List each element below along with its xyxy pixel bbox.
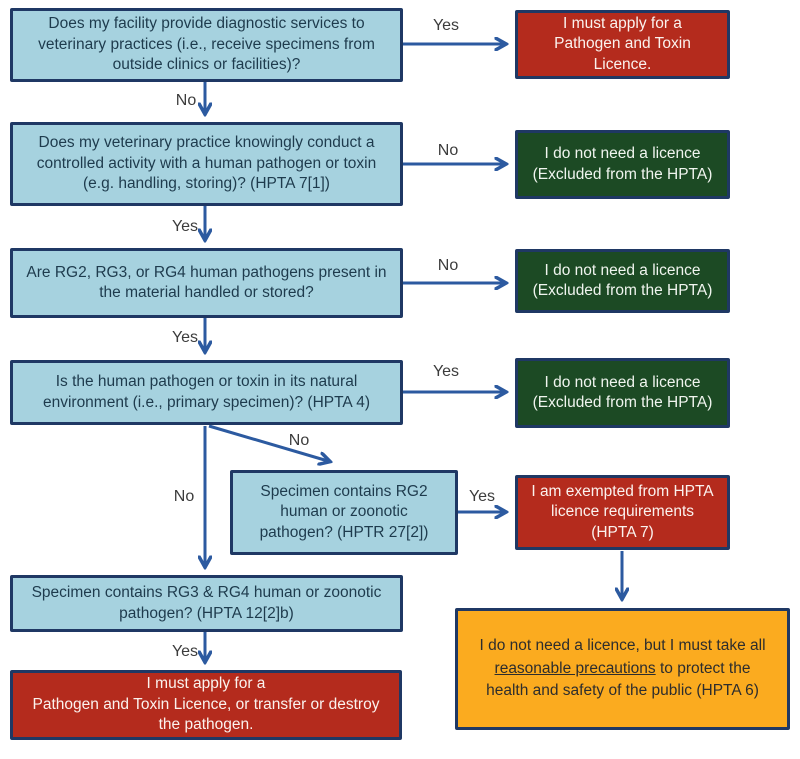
label-yes-q2-down: Yes — [171, 218, 199, 235]
label-no-q3-right: No — [437, 257, 459, 274]
apply-or-transfer-line2: Pathogen and Toxin Licence, or transfer or destroy the pathogen. — [32, 695, 380, 734]
outcome-exempted: I am exempted from HPTA licence requirements (HPTA 7) — [515, 475, 730, 550]
outcome-excluded-1: I do not need a licence (Excluded from the HPTA) — [515, 130, 730, 199]
question-specimen-rg3-rg4: Specimen contains RG3 & RG4 human or zoonotic pathogen? (HPTA 12[2]b) — [10, 575, 403, 632]
outcome-apply-licence: I must apply for a Pathogen and Toxin Licence. — [515, 10, 730, 79]
outcome-precautions-text — [472, 635, 773, 702]
outcome-apply-or-transfer — [10, 670, 402, 740]
label-no-q4-diagonal: No — [288, 432, 310, 449]
label-no-q2-right: No — [437, 142, 459, 159]
label-yes-q1-right: Yes — [432, 17, 460, 34]
label-yes-q4-right: Yes — [432, 363, 460, 380]
outcome-precautions — [455, 608, 790, 730]
label-no-q1-down: No — [175, 92, 197, 109]
arrow-q4-to-rg2 — [209, 426, 328, 461]
precautions-text-pre: I do not need a licence, but I must take all — [479, 637, 766, 655]
outcome-excluded-3: I do not need a licence (Excluded from the HPTA) — [515, 358, 730, 428]
precautions-text-post: to protect the health and safety of the public (HPTA 6) — [486, 659, 759, 700]
question-controlled-activity: Does my veterinary practice knowingly conduct a controlled activity with a human pathogen or toxin (e.g. handling, storing)? (HPTA 7[1]) — [10, 122, 403, 206]
outcome-excluded-2: I do not need a licence (Excluded from the HPTA) — [515, 249, 730, 313]
label-yes-rg2-right: Yes — [468, 488, 496, 505]
question-diagnostic-services: Does my facility provide diagnostic services to veterinary practices (i.e., receive specimens from outside clinics or facilities)? — [10, 8, 403, 82]
question-specimen-rg2: Specimen contains RG2 human or zoonotic pathogen? (HPTR 27[2]) — [230, 470, 458, 555]
question-natural-environment: Is the human pathogen or toxin in its natural environment (i.e., primary specimen)? (HPTA 4) — [10, 360, 403, 425]
apply-or-transfer-line1: I must apply for a — [146, 675, 266, 693]
label-no-q4-down: No — [173, 488, 195, 505]
precautions-text-underlined: reasonable precautions — [494, 659, 656, 677]
label-yes-rg34-down: Yes — [171, 643, 199, 660]
question-rg-pathogens-present: Are RG2, RG3, or RG4 human pathogens present in the material handled or stored? — [10, 248, 403, 318]
label-yes-q3-down: Yes — [171, 329, 199, 346]
outcome-apply-or-transfer-text — [23, 674, 389, 735]
